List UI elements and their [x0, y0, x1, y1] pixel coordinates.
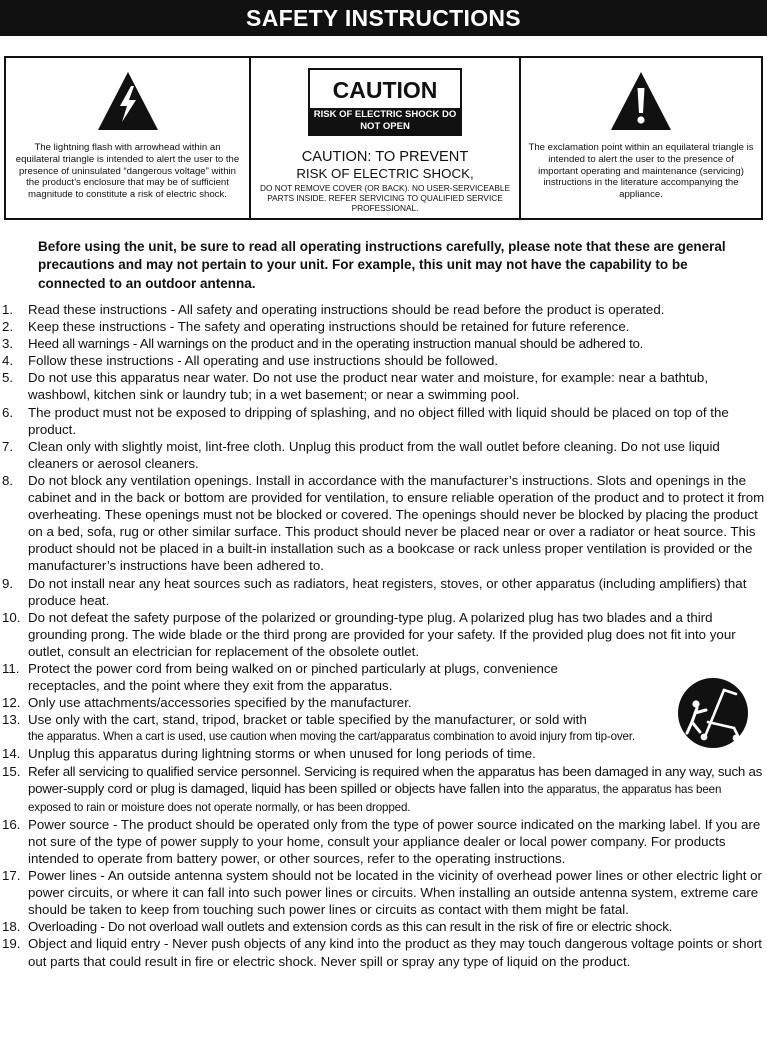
exclamation-triangle-icon: [609, 70, 673, 132]
list-item: 17. Power lines - An outside antenna system should not be located in the vicinity of overhead power lines or other electric light or power circuits, or where it can fall into such power lines or circuits. When installing an outside antenna system, extreme care should be taken to keep from touching such power lines or circuits as contact with them might be fatal.: [2, 868, 762, 918]
lightning-warning-panel: [6, 58, 249, 218]
warning-symbols-row: [4, 56, 763, 220]
intro-paragraph: Before using the unit, be sure to read all operating instructions carefully, please note that these are general precautions and may not pertain to your unit. For example, this unit may not have the capability to be connected to an outdoor antenna.: [38, 239, 726, 291]
list-item: 18. Overloading - Do not overload wall outlets and extension cords as this can result in the risk of fire or electric shock.: [2, 919, 673, 935]
caution-label: [308, 68, 462, 136]
list-item: 4. Follow these instructions - All operating and use instructions should be followed.: [2, 353, 499, 369]
instruction-list: [0, 301, 767, 970]
list-item: 13. Use only with the cart, stand, tripod, bracket or table specified by the manufacturer, or sold with the apparatus. When a cart is used, use caution when moving the cart/apparatus combination to avoid injury from tip-over.: [2, 712, 635, 744]
list-item: 1. Read these instructions - All safety and operating instructions should be read before the product is operated.: [2, 302, 665, 317]
list-item: 6. The product must not be exposed to dripping of splashing, and no object filled with liquid should be placed on top of the product.: [2, 404, 729, 437]
list-item: 15. Refer all servicing to qualified service personnel. Servicing is required when the apparatus has been damaged in any way, such as power-supply cord or plug is damaged, liquid has been spilled or objects have fallen into the apparatus, the apparatus has been exposed to rain or moisture does not operate normally, or has been dropped.: [2, 763, 762, 814]
exclamation-warning-panel: [519, 58, 761, 218]
list-item: 19. Object and liquid entry - Never push objects of any kind into the product as they may touch dangerous voltage points or short out parts that could result in fire or electric shock. Never spill or spray any type of liquid on the product.: [2, 936, 762, 969]
list-item: 12. Only use attachments/accessories specified by the manufacturer.: [2, 695, 412, 711]
caution-detail-text: DO NOT REMOVE COVER (OR BACK). NO USER-SERVICEABLE PARTS INSIDE. REFER SERVICING TO QUALIFIED SERVICE PROFESSIONAL.: [259, 183, 511, 213]
list-item: 2. Keep these instructions - The safety and operating instructions should be retained for future reference.: [2, 319, 630, 335]
page-title: SAFETY INSTRUCTIONS: [0, 0, 767, 36]
exclamation-warning-text: The exclamation point within an equilateral triangle is intended to alert the user to the presence of important operating and maintenance (servicing) instructions in the literature accompanying the appliance.: [528, 142, 754, 201]
list-item: 11. Protect the power cord from being walked on or pinched particularly at plugs, convenience receptacles, and the point where they exit from the apparatus.: [2, 660, 558, 694]
caution-risk-text: RISK OF ELECTRIC SHOCK,: [296, 166, 474, 181]
caution-panel: [249, 58, 519, 218]
lightning-warning-text: The lightning flash with arrowhead within an equilateral triangle is intended to alert the user to the presence of uninsulated “dangerous voltage” within the product’s enclosure that may be of sufficient magnitude to constitute a risk of electric shock.: [15, 142, 240, 201]
list-item: 3. Heed all warnings - All warnings on the product and in the operating instruction manual should be adhered to.: [2, 336, 644, 352]
risk-of-shock-label: RISK OF ELECTRIC SHOCK DO NOT OPEN: [310, 108, 460, 134]
list-item: 16. Power source - The product should be operated only from the type of power source indicated on the marking label. If you are not sure of the type of power supply to your home, consult your appliance dealer or local power company. For products intended to operate from battery power, or other sources, refer to the operating instructions.: [2, 816, 761, 866]
list-item: 5. Do not use this apparatus near water. Do not use the product near water and moisture, for example: near a bathtub, washbowl, kitchen sink or laundry tub; in a wet basement; or near a swimming pool.: [2, 370, 709, 403]
caution-prevent-text: CAUTION: TO PREVENT: [301, 149, 469, 165]
list-item: 8. Do not block any ventilation openings. Install in accordance with the manufacturer’s instructions. Slots and openings in the cabinet and in the back or bottom are provided for ventilation, to ensure reliable operation of the product and to protect it from overheating. These openings must not be blocked or covered. The openings should never be blocked by placing the product on a bed, sofa, rug or other similar surface. This product should never be placed near or over a radiator or heat source. This product should not be placed in a built-in installation such as a bookcase or rack unless proper ventilation is provided or the manufacturer’s instructions have been adhered to.: [2, 472, 765, 574]
caution-heading: CAUTION: [332, 77, 438, 103]
list-item: 9. Do not install near any heat sources such as radiators, heat registers, stoves, or other apparatus (including amplifiers) that produce heat.: [2, 575, 747, 608]
list-item: 10. Do not defeat the safety purpose of the polarized or grounding-type plug. A polarized plug has two blades and a third grounding prong. The wide blade or the third prong are provided for your safety. If the provided plug does not fit into your outlet, consult an electrician for replacement of the obsolete outlet.: [2, 609, 736, 659]
list-item: 7. Clean only with slightly moist, lint-free cloth. Unplug this product from the wall outlet before cleaning. Do not use liquid cleaners or aerosol cleaners.: [2, 438, 720, 471]
cart-tip-over-warning-icon: [676, 676, 750, 750]
lightning-triangle-icon: [96, 70, 160, 132]
list-item: 14. Unplug this apparatus during lightning storms or when unused for long periods of time.: [2, 746, 536, 762]
